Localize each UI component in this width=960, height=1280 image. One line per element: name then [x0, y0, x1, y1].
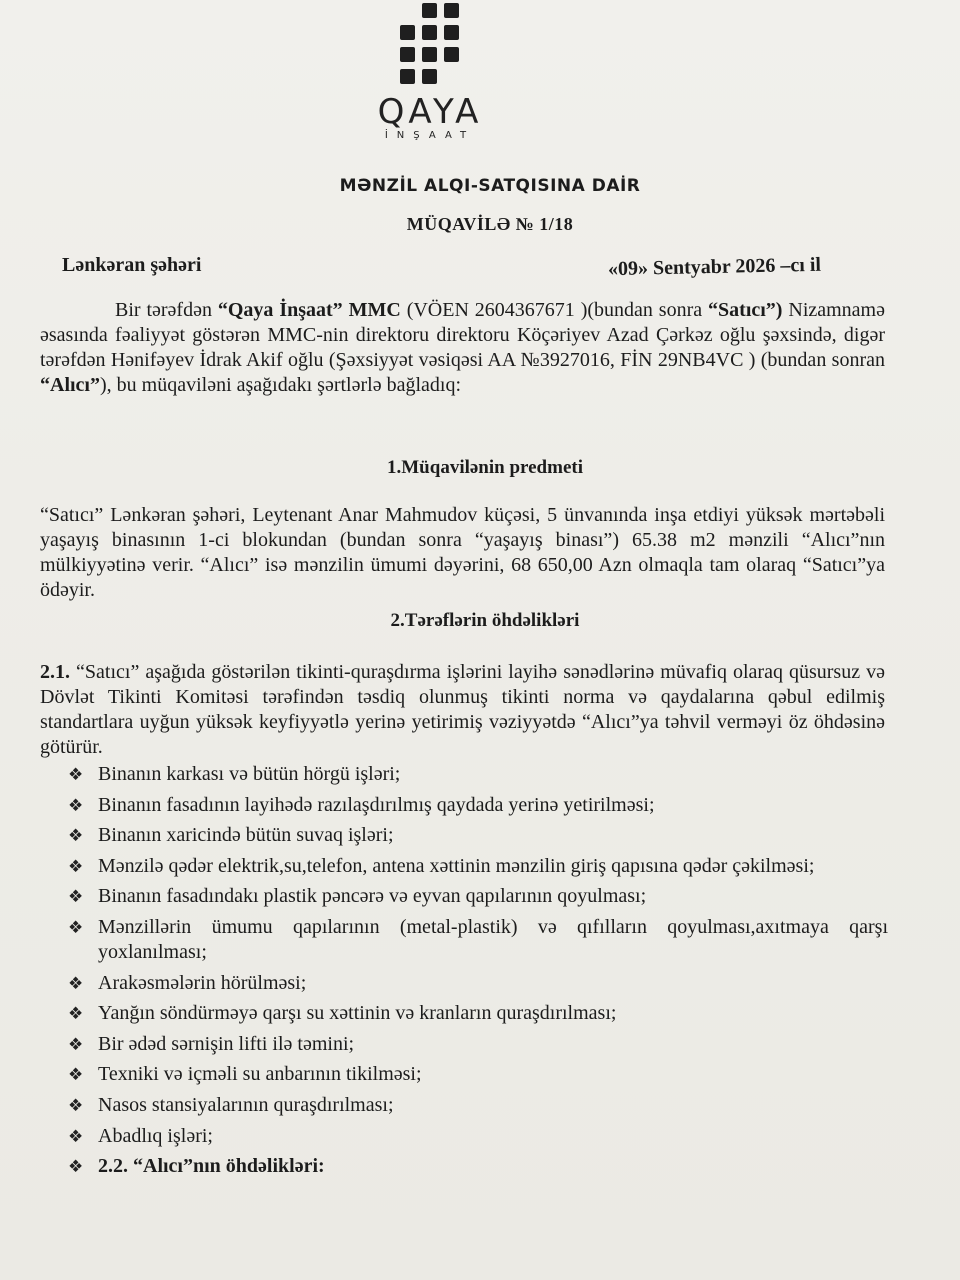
section-1-heading: 1.Müqavilənin predmeti: [387, 457, 583, 478]
intro-paragraph: Bir tərəfdən “Qaya İnşaat” MMC (VÖEN 2604367671 )(bundan sonra “Satıcı”) Nizamnamə əsasında fəaliyyət göstərən MMC-nin direktoru direktoru Köçəriyev Azad Çərkəz oğlu şəxsində, digər tərəfdən Hənifəyev İdrak Akif oğlu (Şəxsiyyət vəsiqəsi AA №3927016, FİN 29NB4VC ) (bundan sonran “Alıcı”), bu müqaviləni aşağıdakı şərtlərlə bağladıq:: [40, 299, 885, 396]
diamond-bullet-icon: ❖: [68, 795, 84, 815]
diamond-bullet-icon: ❖: [68, 1004, 84, 1024]
logo-brand: QAYA: [377, 92, 483, 132]
diamond-bullet-icon: ❖: [68, 1157, 84, 1177]
list-item: ❖ Arakəsmələrin hörülməsi;: [68, 971, 307, 994]
company-name: “Qaya İnşaat” MMC: [217, 299, 401, 321]
list-item: ❖ Yanğın söndürməyə qarşı su xəttinin və kranların quraşdırılması;: [68, 1002, 617, 1025]
clause-2-1: 2.1. “Satıcı” aşağıda göstərilən tikinti-quraşdırma işlərini layihə sənədlərinə müvafiq olaraq qüsursuz və Dövlət Tikinti Komitəsi tərəfindən təsdiq olunmuş tikinti norma və qaydalarına qəbul edilmiş standartlara uyğun yüksək keyfiyyətlə yerinə yetirimiş vəziyyətdə “Alıcı”ya təhvil verməyi öz öhdəsinə götürür.: [40, 661, 885, 758]
diamond-bullet-icon: ❖: [68, 1034, 84, 1054]
diamond-bullet-icon: ❖: [68, 1126, 84, 1146]
diamond-bullet-icon: ❖: [68, 856, 84, 876]
diamond-bullet-icon: ❖: [68, 973, 84, 993]
diamond-bullet-icon: ❖: [68, 887, 84, 907]
clause-2-2-heading: ❖ 2.2. “Alıcı”nın öhdəlikləri:: [68, 1155, 325, 1178]
city-label: Lənkəran şəhəri: [62, 254, 202, 276]
logo-subtitle: İNŞAAT: [384, 130, 476, 141]
list-item: ❖ Binanın fasadının layihədə razılaşdırılmış qaydada yerinə yetirilməsi;: [68, 793, 655, 816]
diamond-bullet-icon: ❖: [68, 917, 84, 937]
section-1-text: “Satıcı” Lənkəran şəhəri, Leytenant Anar Mahmudov küçəsi, 5 ünvanında inşa etdiyi yüksək mərtəbəli yaşayış binasının 1-ci blokundan (bundan sonra “yaşayış binası”) 65.38 m2 mənzili “Alıcı”nın mülkiyyətinə verir. “Alıcı” isə mənzilin ümumi dəyərini, 68 650,00 Azn olmaqla tam olaraq “Satıcı”ya ödəyir.: [40, 504, 885, 601]
list-item: ❖ Nasos stansiyalarının quraşdırılması;: [68, 1093, 394, 1116]
diamond-bullet-icon: ❖: [68, 826, 84, 846]
list-item: ❖ Binanın fasadındakı plastik pəncərə və eyvan qapılarının qoyulması;: [68, 885, 647, 908]
contract-number: MÜQAVİLƏ № 1/18: [406, 214, 574, 234]
list-item: ❖ Bir ədəd sərnişin lifti ilə təmini;: [68, 1032, 355, 1055]
obligations-list: [68, 762, 888, 1185]
list-item: ❖ Mənzillərin ümumu qapılarının (metal-plastik) və qıfılların qoyulması,axıtmaya qarşı yoxlanılması;: [68, 915, 888, 963]
contract-date: «09» Sentyabr 2026 –cı il: [607, 253, 822, 281]
list-item: ❖ Abadlıq işləri;: [68, 1124, 213, 1147]
list-item: ❖ Texniki və içməli su anbarının tikilməsi;: [68, 1063, 422, 1086]
list-item: ❖ Binanın karkası və bütün hörgü işləri;: [68, 763, 401, 785]
list-item: ❖ Binanın xaricində bütün suvaq işləri;: [68, 824, 394, 847]
diamond-bullet-icon: ❖: [68, 765, 84, 784]
list-item: ❖ Mənzilə qədər elektrik,su,telefon, antena xəttinin mənzilin giriş qapısına qədər çəkilməsi;: [68, 854, 815, 877]
section-2-heading: 2.Tərəflərin öhdəlikləri: [390, 610, 580, 631]
document-title: MƏNZİL ALQI-SATQISINA DAİR: [339, 176, 641, 196]
diamond-bullet-icon: ❖: [68, 1095, 84, 1115]
diamond-bullet-icon: ❖: [68, 1065, 84, 1085]
